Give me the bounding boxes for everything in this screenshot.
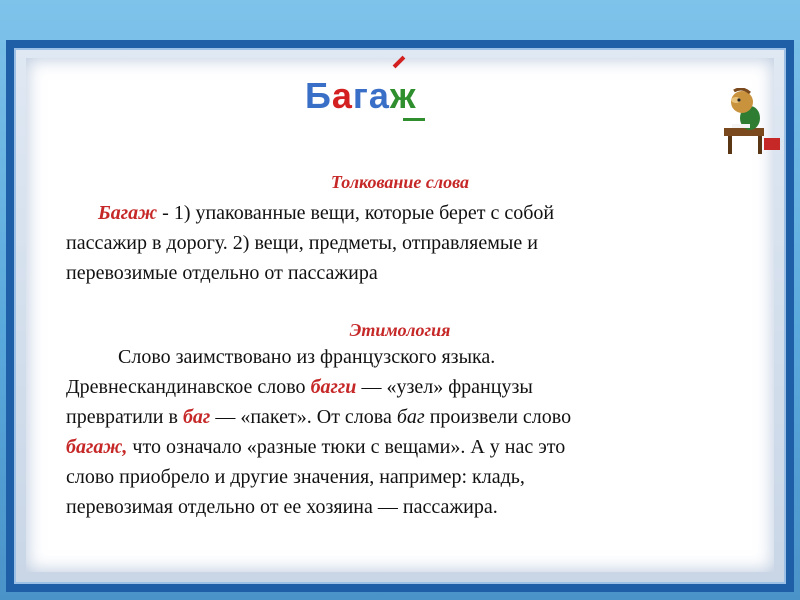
title-letter-5: ж: [389, 75, 417, 116]
letter-underline: [403, 118, 425, 121]
definition-line-3: перевозимые отдельно от пассажира: [66, 262, 378, 284]
word-bag: баг: [182, 406, 211, 428]
etymology-line-2b: — «узел» французы: [356, 376, 533, 398]
etymology-line-6: перевозимая отдельно от ее хозяина — пассажира.: [66, 496, 498, 518]
etymology-line-3: [66, 402, 736, 432]
definition-heading: Толкование слова: [330, 172, 470, 192]
etymology-line-5: слово приобрело и другие значения, например: кладь,: [66, 466, 525, 488]
etymology-line-3c: произвели слово: [424, 406, 572, 428]
etymology-line-4b: что означало «разные тюки с вещами». А у нас это: [127, 436, 566, 458]
title-letter-2: а: [331, 75, 353, 116]
etymology-line-2: [66, 372, 736, 402]
title-letter-3: г: [352, 75, 369, 116]
etymology-line-2a: Древнескандинавское слово: [66, 376, 311, 398]
definition-dash: -: [162, 202, 169, 224]
title-letter-1: Б: [305, 75, 332, 116]
etymology-paragraph: [66, 342, 736, 522]
student-at-desk-icon: [720, 88, 784, 156]
etymology-heading: Этимология: [349, 320, 451, 340]
word-title: [305, 75, 455, 125]
word-baggi: багги: [310, 376, 357, 398]
etymology-line-4: [66, 432, 736, 462]
definition-word: Багаж: [98, 202, 158, 224]
definition-paragraph: [66, 198, 736, 288]
etymology-line-3b: — «пакет». От слова: [210, 406, 397, 428]
etymology-line-1: Слово заимствовано из французского языка.: [118, 346, 496, 368]
word-bagazh: багаж,: [66, 436, 128, 458]
title-letter-4: а: [368, 75, 390, 116]
definition-line-2: пассажир в дорогу. 2) вещи, предметы, отправляемые и: [66, 232, 538, 254]
definition-line-1: 1) упакованные вещи, которые берет с собой: [173, 202, 555, 224]
word-bag-italic: баг: [396, 406, 425, 428]
etymology-line-3a: превратили в: [66, 406, 183, 428]
